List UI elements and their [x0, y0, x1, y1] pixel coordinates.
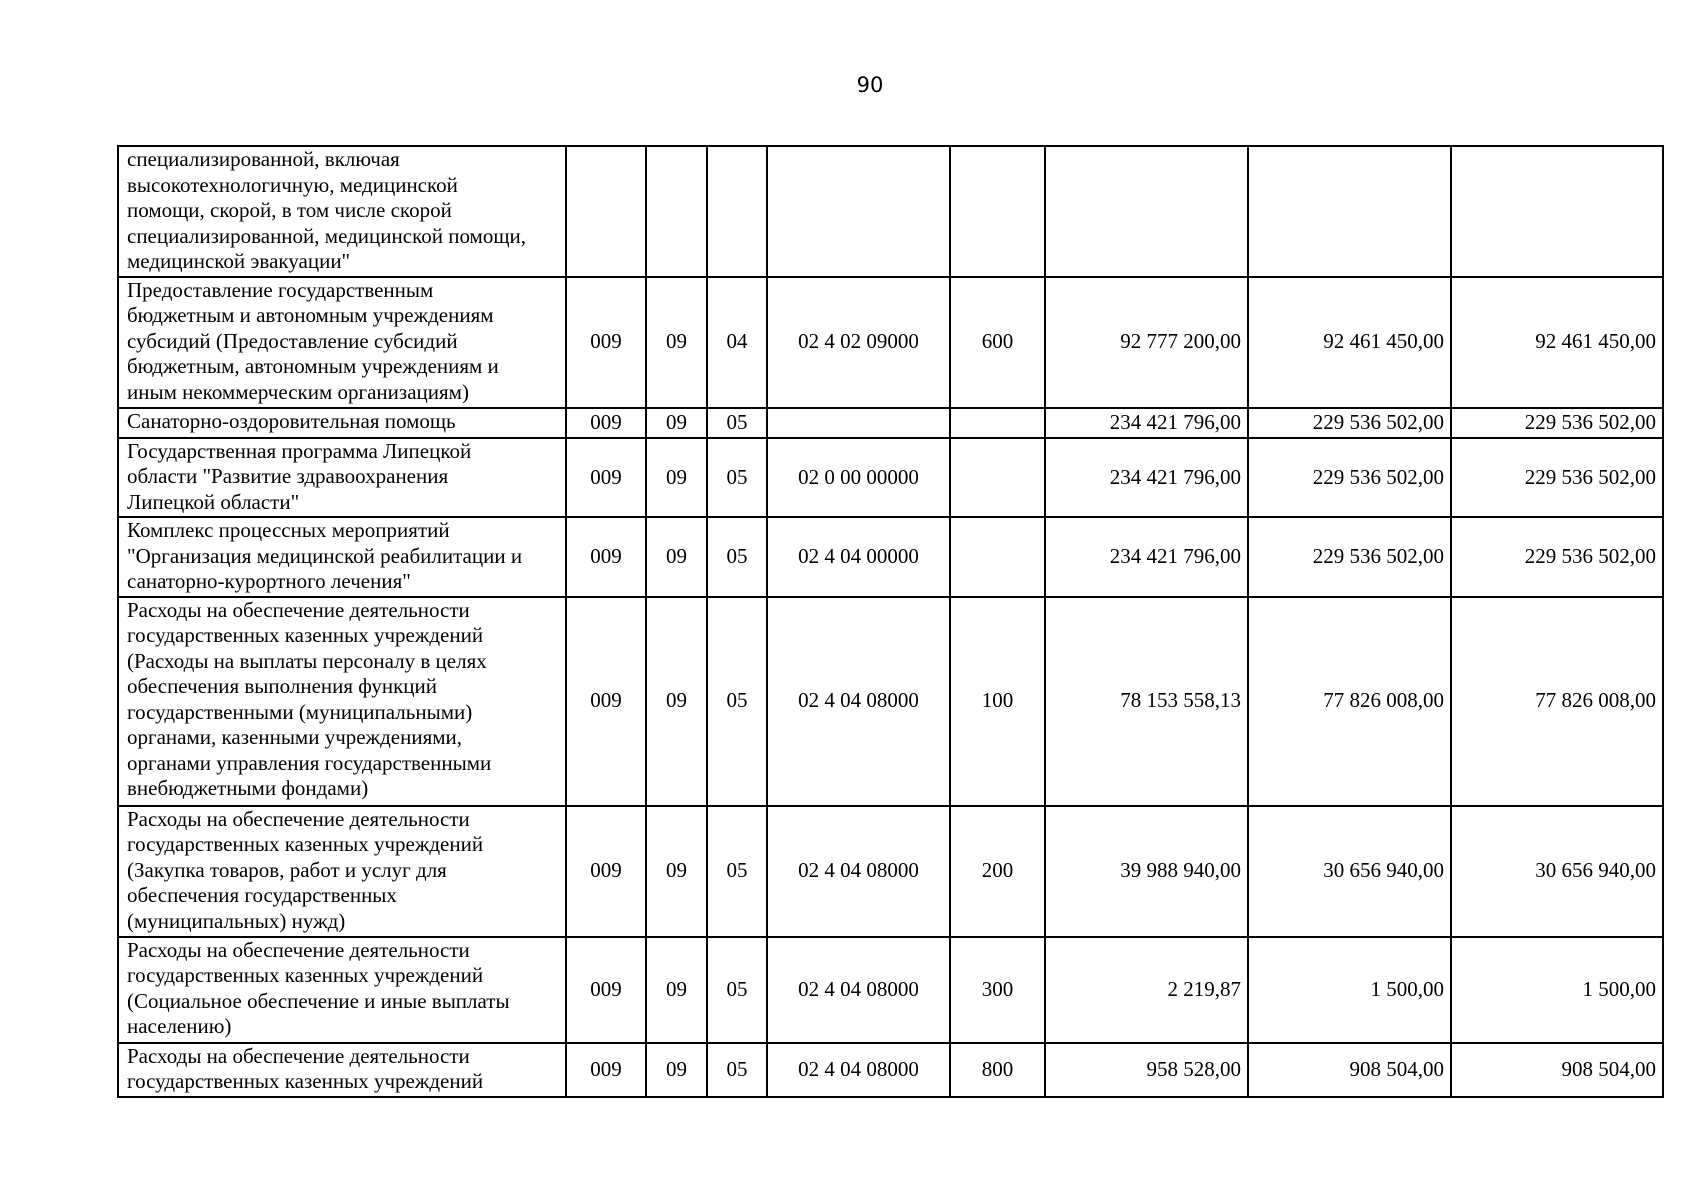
admin-code-cell: 009	[566, 517, 646, 597]
admin-code-cell: 009	[566, 937, 646, 1043]
subsection-code-cell: 05	[707, 806, 767, 937]
row-name-text: Государственная программа Липецкой области "Развитие здравоохранения Липецкой области"	[127, 438, 472, 514]
table-row	[118, 937, 1663, 1043]
subsection-code-cell: 04	[707, 277, 767, 408]
row-name-cell	[118, 277, 566, 408]
row-name-text: Комплекс процессных мероприятий "Организация медицинской реабилитации и санаторно-курортного лечения"	[127, 518, 523, 593]
subsection-code-cell: 05	[707, 597, 767, 806]
table-row	[118, 277, 1663, 408]
amount-year-3-cell: 229 536 502,00	[1451, 438, 1663, 518]
row-name-text: Расходы на обеспечение деятельности государственных казенных учреждений (Расходы на выплаты персоналу в целях обеспечения выполнения функций государственными (муниципальными) органами, казенными учреждениями, органами управления государственными внебюджетными фондами)	[127, 597, 492, 800]
subsection-code-cell: 05	[707, 517, 767, 597]
amount-year-3-cell: 908 504,00	[1451, 1043, 1663, 1097]
amount-year-2-cell: 30 656 940,00	[1248, 806, 1451, 937]
section-code-cell	[646, 146, 707, 277]
expense-type-cell	[950, 408, 1045, 438]
row-name-text: Санаторно-оздоровительная помощь	[127, 408, 456, 433]
amount-year-1-cell: 234 421 796,00	[1045, 408, 1248, 438]
subsection-code-cell: 05	[707, 408, 767, 438]
row-name-text: специализированной, включая высокотехнологичную, медицинской помощи, скорой, в том числе скорой специализированной, медицинской помощи, медицинской эвакуации"	[127, 147, 526, 273]
row-name-cell	[118, 146, 566, 277]
target-article-cell	[767, 146, 950, 277]
table-row	[118, 806, 1663, 937]
amount-year-1-cell: 958 528,00	[1045, 1043, 1248, 1097]
amount-year-1-cell: 78 153 558,13	[1045, 597, 1248, 806]
expense-type-cell	[950, 438, 1045, 518]
row-name-cell	[118, 438, 566, 518]
amount-year-1-cell: 234 421 796,00	[1045, 438, 1248, 518]
amount-year-2-cell: 229 536 502,00	[1248, 438, 1451, 518]
row-name-cell	[118, 597, 566, 806]
amount-year-3-cell: 77 826 008,00	[1451, 597, 1663, 806]
expense-type-cell: 300	[950, 937, 1045, 1043]
admin-code-cell	[566, 146, 646, 277]
admin-code-cell: 009	[566, 597, 646, 806]
target-article-cell: 02 4 04 08000	[767, 597, 950, 806]
table-row	[118, 597, 1663, 806]
row-name-cell	[118, 806, 566, 937]
target-article-cell: 02 4 04 08000	[767, 937, 950, 1043]
admin-code-cell: 009	[566, 1043, 646, 1097]
amount-year-2-cell: 908 504,00	[1248, 1043, 1451, 1097]
section-code-cell: 09	[646, 597, 707, 806]
amount-year-3-cell: 92 461 450,00	[1451, 277, 1663, 408]
row-name-cell	[118, 937, 566, 1043]
row-name-text: Расходы на обеспечение деятельности государственных казенных учреждений (Социальное обеспечение и иные выплаты населению)	[127, 937, 510, 1038]
row-name-cell	[118, 1043, 566, 1097]
admin-code-cell: 009	[566, 806, 646, 937]
amount-year-3-cell	[1451, 146, 1663, 277]
section-code-cell: 09	[646, 1043, 707, 1097]
target-article-cell	[767, 408, 950, 438]
target-article-cell: 02 4 04 00000	[767, 517, 950, 597]
section-code-cell: 09	[646, 806, 707, 937]
subsection-code-cell	[707, 146, 767, 277]
target-article-cell: 02 4 04 08000	[767, 1043, 950, 1097]
subsection-code-cell: 05	[707, 1043, 767, 1097]
section-code-cell: 09	[646, 937, 707, 1043]
section-code-cell: 09	[646, 517, 707, 597]
row-name-cell	[118, 517, 566, 597]
target-article-cell: 02 0 00 00000	[767, 438, 950, 518]
amount-year-2-cell: 229 536 502,00	[1248, 517, 1451, 597]
row-name-text: Предоставление государственным бюджетным и автономным учреждениям субсидий (Предоставление субсидий бюджетным, автономным учреждениям и иным некоммерческим организациям)	[127, 277, 499, 404]
amount-year-1-cell: 2 219,87	[1045, 937, 1248, 1043]
amount-year-2-cell: 1 500,00	[1248, 937, 1451, 1043]
row-name-text: Расходы на обеспечение деятельности государственных казенных учреждений (Закупка товаров, работ и услуг для обеспечения государственных (муниципальных) нужд)	[127, 806, 484, 933]
section-code-cell: 09	[646, 408, 707, 438]
expense-type-cell: 100	[950, 597, 1045, 806]
subsection-code-cell: 05	[707, 937, 767, 1043]
amount-year-3-cell: 1 500,00	[1451, 937, 1663, 1043]
amount-year-2-cell: 77 826 008,00	[1248, 597, 1451, 806]
table-row	[118, 146, 1663, 277]
amount-year-3-cell: 30 656 940,00	[1451, 806, 1663, 937]
expense-type-cell	[950, 146, 1045, 277]
expense-type-cell: 600	[950, 277, 1045, 408]
admin-code-cell: 009	[566, 277, 646, 408]
amount-year-2-cell: 92 461 450,00	[1248, 277, 1451, 408]
amount-year-1-cell: 234 421 796,00	[1045, 517, 1248, 597]
amount-year-1-cell: 39 988 940,00	[1045, 806, 1248, 937]
expense-type-cell	[950, 517, 1045, 597]
amount-year-3-cell: 229 536 502,00	[1451, 408, 1663, 438]
target-article-cell: 02 4 02 09000	[767, 277, 950, 408]
table-row	[118, 408, 1663, 438]
section-code-cell: 09	[646, 277, 707, 408]
page-number: 90	[856, 73, 884, 97]
amount-year-1-cell	[1045, 146, 1248, 277]
row-name-cell	[118, 408, 566, 438]
table-row	[118, 438, 1663, 518]
table-row	[118, 517, 1663, 597]
amount-year-1-cell: 92 777 200,00	[1045, 277, 1248, 408]
admin-code-cell: 009	[566, 438, 646, 518]
amount-year-2-cell	[1248, 146, 1451, 277]
admin-code-cell: 009	[566, 408, 646, 438]
section-code-cell: 09	[646, 438, 707, 518]
table-row	[118, 1043, 1663, 1097]
amount-year-3-cell: 229 536 502,00	[1451, 517, 1663, 597]
target-article-cell: 02 4 04 08000	[767, 806, 950, 937]
subsection-code-cell: 05	[707, 438, 767, 518]
expense-type-cell: 800	[950, 1043, 1045, 1097]
amount-year-2-cell: 229 536 502,00	[1248, 408, 1451, 438]
row-name-text: Расходы на обеспечение деятельности государственных казенных учреждений	[127, 1043, 484, 1093]
expense-type-cell: 200	[950, 806, 1045, 937]
budget-table	[117, 145, 1664, 1098]
